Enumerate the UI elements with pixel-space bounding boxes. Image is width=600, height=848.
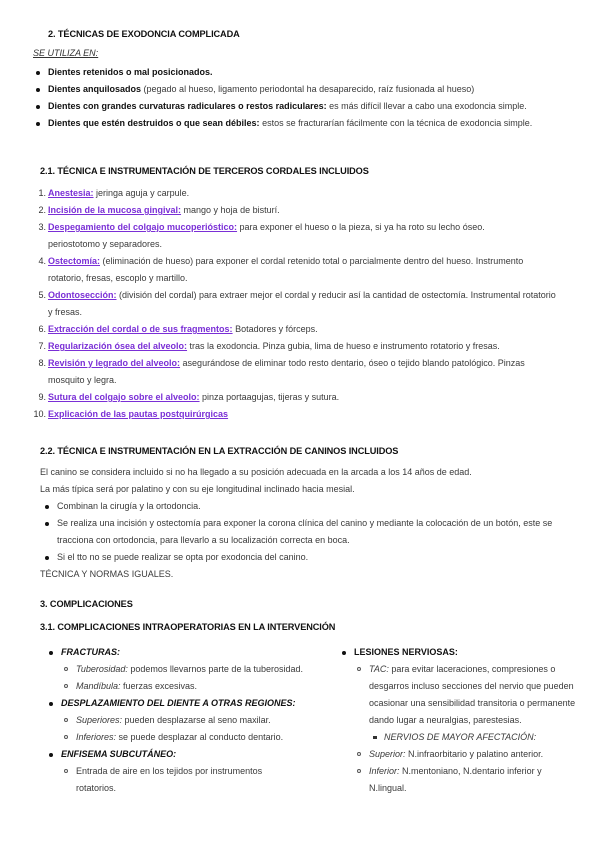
- list-item: 8. Revisión y legrado del alveolo: asegurándose de eliminar todo resto dentario, óseo o tejido blando patológico. Pinzas mosquito y legra.: [38, 358, 525, 385]
- paragraph: La más típica será por palatino y con su eje longitudinal inclinado hacia mesial.: [40, 484, 355, 494]
- complications-left-column: [46, 644, 314, 797]
- list-item: 7. Regularización ósea del alveolo: tras la exodoncia. Pinza gubia, lima de hueso e instrumento rotatorio y fresas.: [38, 341, 500, 351]
- list-item: 4. Ostectomía: (eliminación de hueso) para exponer el cordal retenido total o parcialmente dentro del hueso. Instrumento rotatorio, fresas, escoplo y martillo.: [38, 256, 524, 283]
- section-2-2-title: 2.2. TÉCNICA E INSTRUMENTACIÓN EN LA EXTRACCIÓN DE CANINOS INCLUIDOS: [40, 446, 399, 456]
- paragraph: El canino se considera incluido si no ha llegado a su posición adecuada en la arcada a los 14 años de edad.: [40, 467, 472, 477]
- list-item: Mandíbula: fuerzas excesivas.: [61, 678, 314, 695]
- complications-right-column: [339, 644, 579, 797]
- list-item: Dientes anquilosados (pegado al hueso, ligamento periodontal ha desaparecido, raíz fusionada al hueso): [33, 81, 573, 98]
- list-item: Dientes que estén destruidos o que sean débiles: estos se fracturarían fácilmente con la técnica de exodoncia simple.: [33, 115, 573, 132]
- list-item: Entrada de aire en los tejidos por instrumentos rotatorios.: [61, 763, 314, 797]
- list-item: FRACTURAS: Tuberosidad: podemos llevarnos parte de la tuberosidad. Mandíbula: fuerzas excesivas.: [46, 644, 314, 695]
- section-3-title: 3. COMPLICACIONES: [40, 599, 133, 609]
- used-in-label: SE UTILIZA EN:: [33, 48, 99, 58]
- list-item: Inferior: N.mentoniano, N.dentario inferior y N.lingual.: [354, 763, 579, 797]
- sub-list: [61, 712, 314, 746]
- list-item: TAC: para evitar laceraciones, compresiones o desgarros incluso secciones del nervio que pueden ocasionar una sensibilidad transitoria o permanente dando lugar a neuralgias, parestesias. NERVIOS DE MAYOR AFECTACIÓN:: [354, 661, 579, 746]
- list-item: 9. Sutura del colgajo sobre el alveolo: pinza portaagujas, tijeras y sutura.: [38, 392, 340, 402]
- list-item: DESPLAZAMIENTO DEL DIENTE A OTRAS REGIONES: Superiores: pueden desplazarse al seno maxilar. Inferiores: se puede desplazar al conducto dentario.: [46, 695, 314, 746]
- section-2-2-list: [42, 498, 580, 566]
- list-item: Se realiza una incisión y ostectomía para exponer la corona clínica del canino y mediante la colocación de un botón, este se tracciona con ortodoncia, para llevarlo a su localización correcta en boca.: [42, 515, 580, 549]
- sub-list: [354, 661, 579, 797]
- section-2-2-body: [40, 464, 580, 583]
- list-item: Si el tto no se puede realizar se opta por exodoncia del canino.: [42, 549, 580, 566]
- list-item: 6. Extracción del cordal o de sus fragmentos: Botadores y fórceps.: [38, 324, 318, 334]
- section-2-1-title: 2.1. TÉCNICA E INSTRUMENTACIÓN DE TERCEROS CORDALES INCLUIDOS: [40, 166, 369, 176]
- paragraph: TÉCNICA Y NORMAS IGUALES.: [40, 569, 174, 579]
- section-3-1-title: 3.1. COMPLICACIONES INTRAOPERATORIAS EN LA INTERVENCIÓN: [40, 622, 336, 632]
- list-item: ENFISEMA SUBCUTÁNEO: Entrada de aire en los tejidos por instrumentos rotatorios.: [46, 746, 314, 797]
- section-2-list: [33, 64, 573, 132]
- list-item: Superior: N.infraorbitario y palatino anterior.: [354, 746, 579, 763]
- list-item: Tuberosidad: podemos llevarnos parte de la tuberosidad.: [61, 661, 314, 678]
- section-2-title: 2. TÉCNICAS DE EXODONCIA COMPLICADA: [48, 29, 240, 39]
- list-item: NERVIOS DE MAYOR AFECTACIÓN:: [369, 729, 579, 746]
- list-item: Inferiores: se puede desplazar al conducto dentario.: [61, 729, 314, 746]
- list-item: 2. Incisión de la mucosa gingival: mango y hoja de bisturí.: [38, 205, 280, 215]
- list-item: 5. Odontosección: (división del cordal) para extraer mejor el cordal y reducir así la cantidad de ostectomía. Instrumental rotatorio y fresas.: [38, 290, 556, 317]
- list-item: 3. Despegamiento del colgajo mucoperióstico: para exponer el hueso o la pieza, si ya ha roto su lecho óseo. periostotomo y separadores.: [38, 222, 485, 249]
- sub-sub-list: [369, 729, 579, 746]
- sub-list: [61, 661, 314, 695]
- list-item: Dientes con grandes curvaturas radiculares o restos radiculares: es más difícil llevar a cabo una exodoncia simple.: [33, 98, 573, 115]
- section-2-1-steps: [33, 185, 559, 423]
- list-item: Combinan la cirugía y la ortodoncia.: [42, 498, 580, 515]
- sub-list: [61, 763, 314, 797]
- list-item: Superiores: pueden desplazarse al seno maxilar.: [61, 712, 314, 729]
- list-item: 10. Explicación de las pautas postquirúrgicas: [33, 409, 229, 419]
- list-item: Dientes retenidos o mal posicionados.: [33, 64, 573, 81]
- list-item: 1. Anestesia: jeringa aguja y carpule.: [38, 188, 190, 198]
- list-item: LESIONES NERVIOSAS: TAC: para evitar laceraciones, compresiones o desgarros incluso secciones del nervio que pueden ocasionar una sensibilidad transitoria o permanente dando lugar a neuralgias, parestesias. NERVIOS DE MAYOR AFECTACIÓN: Superior: N.infraorbitario y palatino anterior. Inferior: N.mentoniano, N.dentario inferior y N.lingual.: [339, 644, 579, 797]
